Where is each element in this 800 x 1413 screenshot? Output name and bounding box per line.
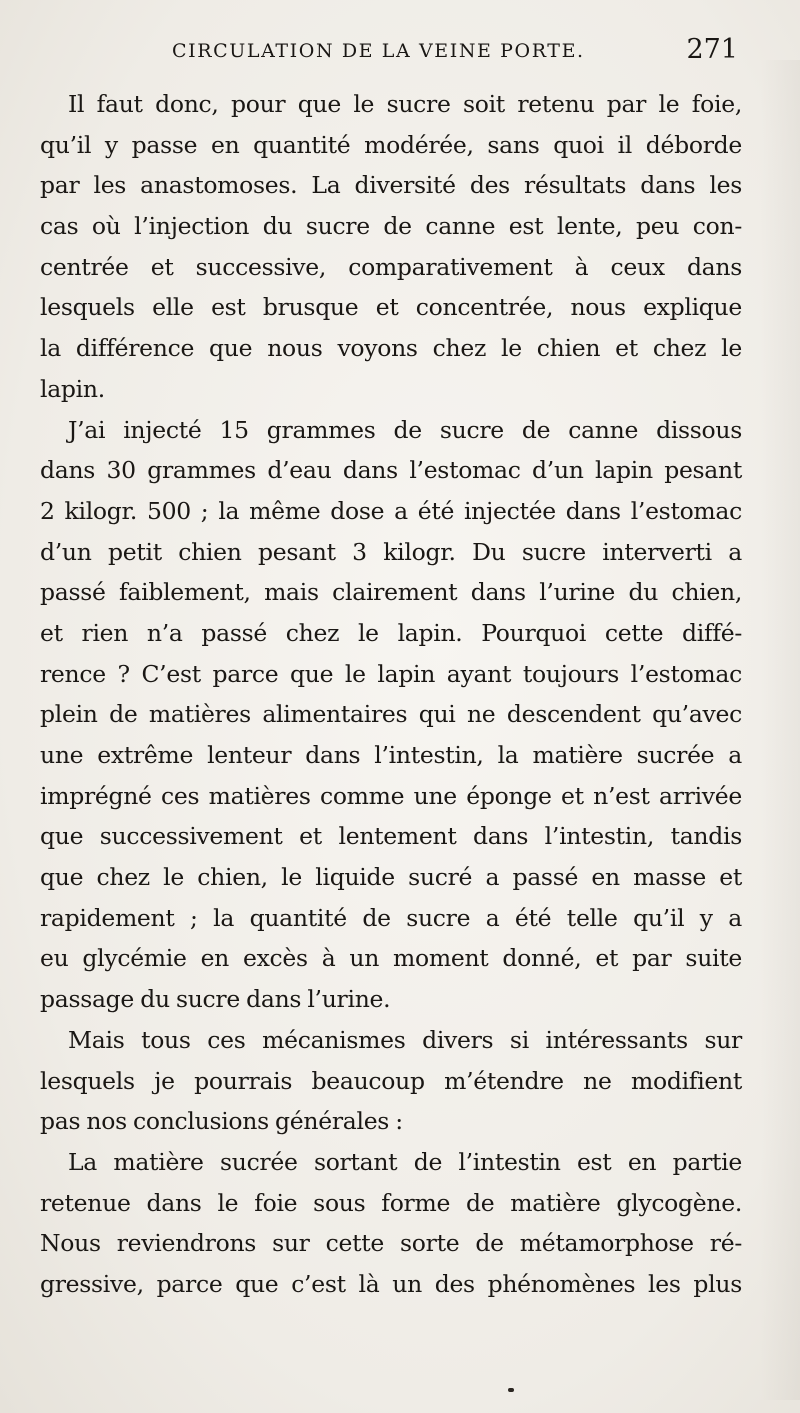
text-line: pas nos conclusions générales : [40,1107,403,1136]
text-line: imprégné ces matières comme une éponge et n’est arrivée [40,781,742,810]
text-line: la différence que nous voyons chez le chien et chez le [40,334,742,363]
text-line: passé faiblement, mais clairement dans l’urine du chien, [40,578,742,607]
text-line: 2 kilogr. 500 ; la même dose a été injectée dans l’estomac [40,496,742,525]
page-edge-shadow [760,60,800,1400]
text-line: centrée et successive, comparativement à ceux dans [40,252,742,281]
text-line: Il faut donc, pour que le sucre soit retenu par le foie, [68,90,742,118]
text-line: plein de matières alimentaires qui ne descendent qu’avec [40,700,742,729]
text-line: Nous reviendrons sur cette sorte de métamorphose ré- [40,1229,742,1258]
text-line: lapin. [40,374,105,403]
text-line: et rien n’a passé chez le lapin. Pourquoi cette diffé- [40,618,742,647]
text-body [40,84,742,1305]
running-head [40,34,760,74]
text-line: par les anastomoses. La diversité des résultats dans les [40,171,742,200]
text-line: lesquels je pourrais beaucoup m’étendre ne modifient [40,1066,742,1095]
text-line: eu glycémie en excès à un moment donné, et par suite [40,944,742,973]
text-line: rence ? C’est parce que le lapin ayant toujours l’estomac [40,659,742,688]
running-title: CIRCULATION DE LA VEINE PORTE. [172,40,585,62]
text-line: que chez le chien, le liquide sucré a passé en masse et [40,863,742,892]
text-line: passage du sucre dans l’urine. [40,985,391,1014]
text-line: que successivement et lentement dans l’intestin, tandis [40,822,742,851]
page-number: 271 [686,34,738,65]
text-line: retenue dans le foie sous forme de matière glycogène. [40,1188,742,1217]
text-line: une extrême lenteur dans l’intestin, la matière sucrée a [40,741,742,769]
text-line: Mais tous ces mécanismes divers si intéressants sur [68,1025,742,1054]
text-line: lesquels elle est brusque et concentrée, nous explique [40,293,742,322]
text-line: qu’il y passe en quantité modérée, sans quoi il déborde [40,130,742,159]
text-line: rapidement ; la quantité de sucre a été telle qu’il y a [40,903,742,932]
paragraph [40,1020,742,1142]
text-line: gressive, parce que c’est là un des phénomènes les plus [40,1269,742,1298]
paragraph [40,1142,742,1305]
paragraph [40,410,742,1020]
print-mark [508,1388,514,1392]
text-line: d’un petit chien pesant 3 kilogr. Du sucre interverti a [40,537,742,566]
text-line: La matière sucrée sortant de l’intestin est en partie [68,1147,742,1176]
text-line: cas où l’injection du sucre de canne est lente, peu con- [40,212,742,241]
text-line: J’ai injecté 15 grammes de sucre de canne dissous [68,415,742,444]
text-line: dans 30 grammes d’eau dans l’estomac d’un lapin pesant [40,456,742,485]
paragraph [40,84,742,410]
